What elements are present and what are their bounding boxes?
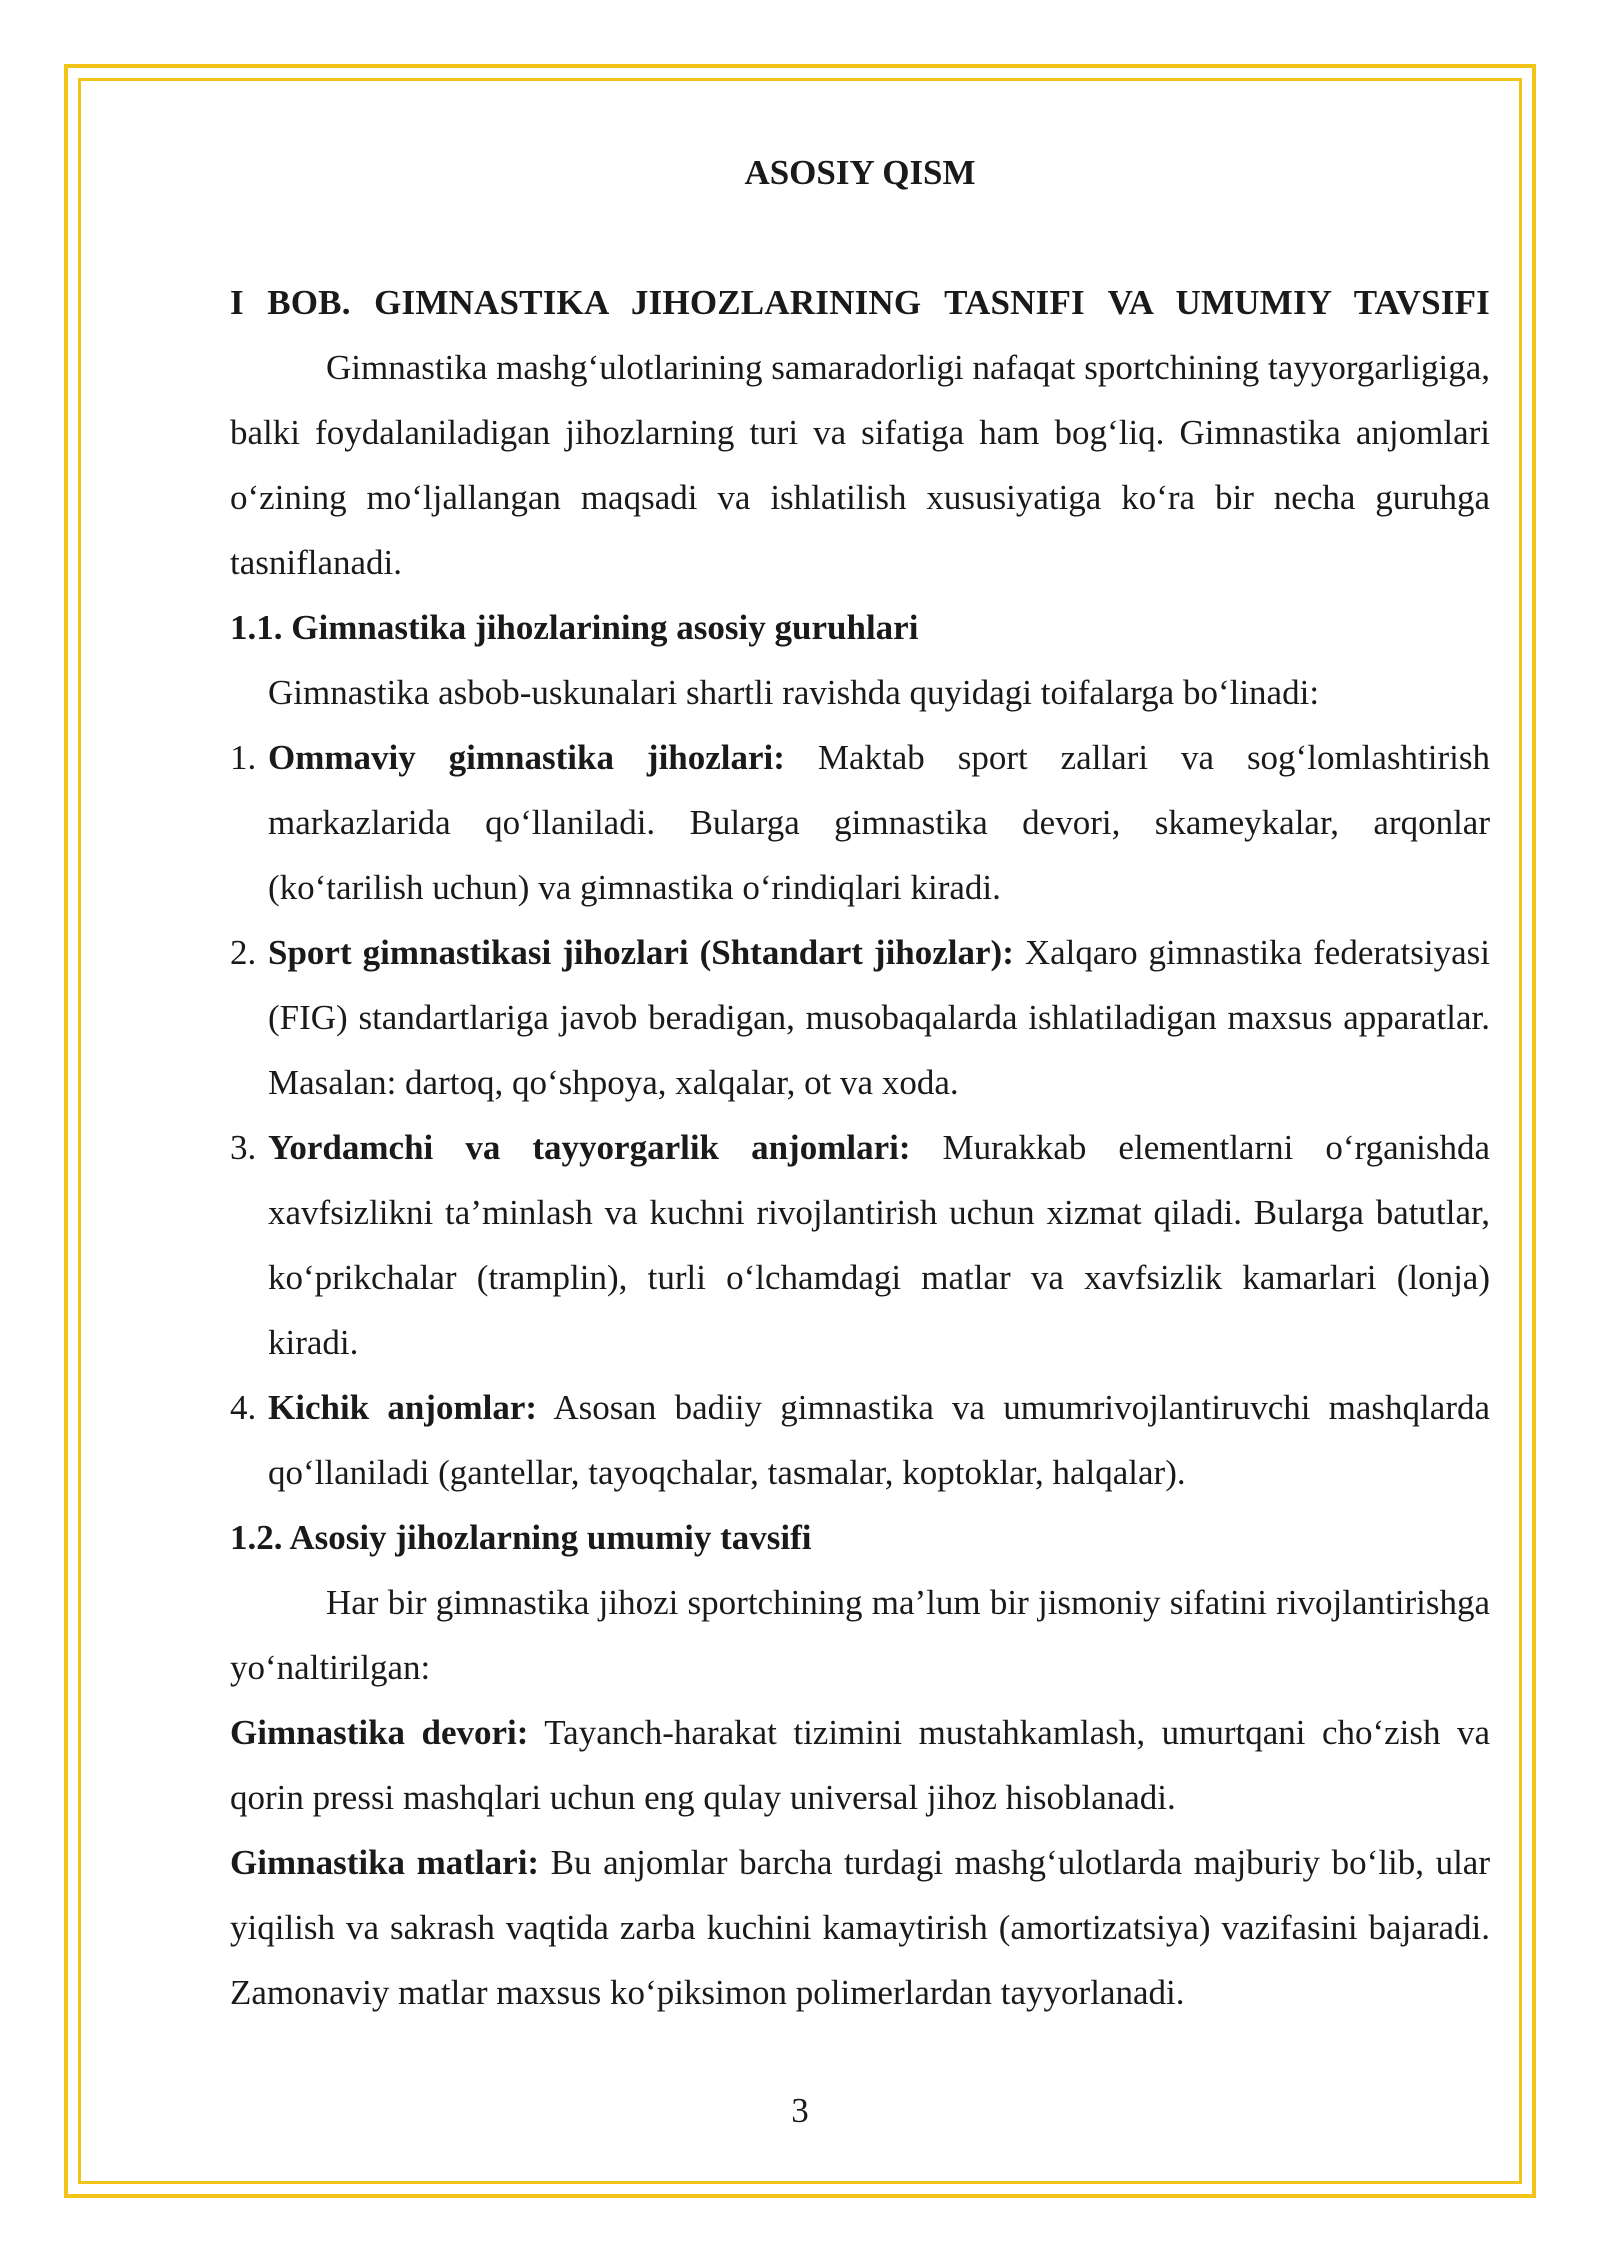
list-item-term: Yordamchi va tayyorgarlik anjomlari: [268, 1128, 911, 1167]
list-item [230, 1115, 1490, 1375]
definition-paragraph [230, 1700, 1490, 1830]
equipment-categories-list [230, 725, 1490, 1505]
intro-paragraph: Gimnastika mashg‘ulotlarining samaradorligi nafaqat sportchining tayyorgarligiga, balki foydalaniladigan jihozlarning turi va sifatiga ham bog‘liq. Gimnastika anjomlari o‘zining mo‘ljallangan maqsadi va ishlatilish xususiyatiga ko‘ra bir necha guruhga tasniflanadi. [230, 348, 1490, 582]
list-item-term: Kichik anjomlar: [268, 1388, 538, 1427]
list-item-term: Sport gimnastikasi jihozlari (Shtandart jihozlar): [268, 933, 1014, 972]
definition-paragraph [230, 1830, 1490, 2025]
list-item-text: Murakkab elementlarni o‘rganishda xavfsizlikni ta’minlash va kuchni rivojlantirish uchun xizmat qiladi. Bularga batutlar, ko‘prikchalar (tramplin), turli o‘lchamdagi matlar va xavfsizlik kamarlari (lonja) kiradi. [268, 1128, 1490, 1362]
list-item-number: 3. [230, 1128, 257, 1167]
definition-term: Gimnastika matlari: [230, 1843, 540, 1882]
list-item [230, 725, 1490, 920]
section-1-1-lead: Gimnastika asbob-uskunalari shartli ravishda quyidagi toifalarga bo‘linadi: [268, 673, 1320, 712]
page-number: 3 [791, 2091, 809, 2130]
definition-text: Tayanch-harakat tizimini mustahkamlash, umurtqani cho‘zish va qorin pressi mashqlari uchun eng qulay universal jihoz hisoblanadi. [230, 1713, 1490, 1817]
section-1-2-lead: Har bir gimnastika jihozi sportchining ma’lum bir jismoniy sifatini rivojlantirishga yo‘naltirilgan: [230, 1583, 1490, 1687]
list-item-text: Asosan badiiy gimnastika va umumrivojlantiruvchi mashqlarda qo‘llaniladi (gantellar, tayoqchalar, tasmalar, koptoklar, halqalar). [268, 1388, 1491, 1492]
definition-text: Bu anjomlar barcha turdagi mashg‘ulotlarda majburiy bo‘lib, ular yiqilish va sakrash vaqtida zarba kuchini kamaytirish (amortizatsiya) vazifasini bajaradi. Zamonaviy matlar maxsus ko‘piksimon polimerlardan tayyorlanadi. [230, 1843, 1491, 2012]
list-item-term: Ommaviy gimnastika jihozlari: [268, 738, 785, 777]
list-item-number: 1. [230, 738, 257, 777]
definition-term: Gimnastika devori: [230, 1713, 529, 1752]
list-item [230, 1375, 1490, 1505]
section-heading-1-1: 1.1. Gimnastika jihozlarining asosiy guruhlari [230, 608, 919, 647]
list-item-text: Maktab sport zallari va sog‘lomlashtirish markazlarida qo‘llaniladi. Bularga gimnastika devori, skameykalar, arqonlar (ko‘tarilish uchun) va gimnastika o‘rindiqlari kiradi. [268, 738, 1490, 907]
section-heading-1-2: 1.2. Asosiy jihozlarning umumiy tavsifi [230, 1518, 812, 1557]
chapter-heading: I BOB. GIMNASTIKA JIHOZLARINING TASNIFI VA UMUMIY TAVSIFI [230, 283, 1490, 322]
list-item-number: 2. [230, 933, 257, 972]
document-body [230, 140, 1490, 2025]
list-item-text: Xalqaro gimnastika federatsiyasi (FIG) standartlariga javob beradigan, musobaqalarda ishlatiladigan maxsus apparatlar. Masalan: dartoq, qo‘shpoya, xalqalar, ot va xoda. [268, 933, 1490, 1102]
list-item-number: 4. [230, 1388, 257, 1427]
page-title: ASOSIY QISM [744, 153, 976, 192]
list-item [230, 920, 1490, 1115]
